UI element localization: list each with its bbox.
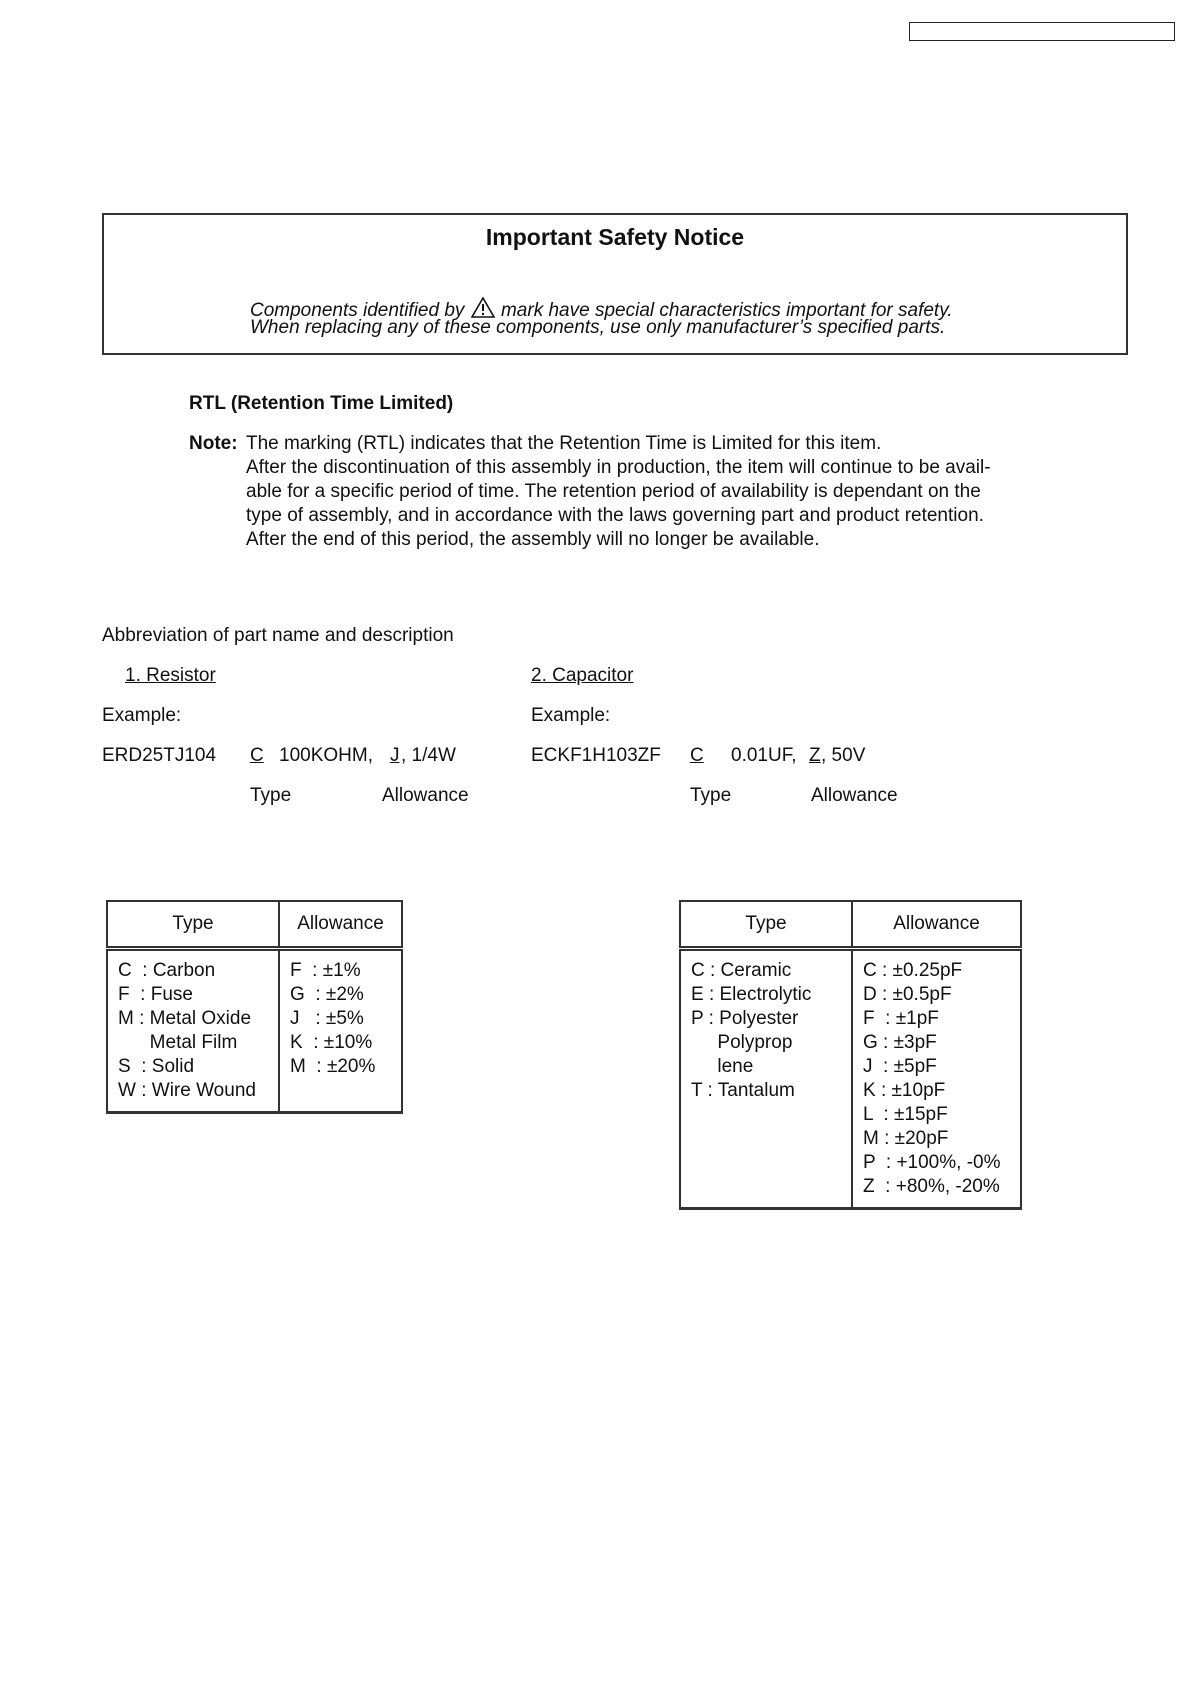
resistor-example-allow-code: J — [390, 745, 400, 766]
resistor-type-list — [107, 949, 279, 1113]
note-line-2: After the discontinuation of this assembly in production, the item will continue to be avail- — [246, 457, 991, 478]
list-item: M : ±20% — [290, 1056, 376, 1077]
resistor-example-rating: , 1/4W — [401, 745, 456, 766]
resistor-type-label: Type — [250, 785, 292, 806]
resistor-table-header-type: Type — [107, 901, 279, 949]
rtl-heading: RTL (Retention Time Limited) — [189, 393, 454, 414]
capacitor-type-label: Type — [690, 785, 732, 806]
list-item: F : Fuse — [118, 984, 193, 1005]
list-item: P : +100%, -0% — [863, 1152, 1001, 1173]
list-item: W : Wire Wound — [118, 1080, 256, 1101]
capacitor-example-type-code: C — [690, 745, 704, 766]
capacitor-code-table — [679, 900, 1022, 1210]
list-item: K : ±10pF — [863, 1080, 946, 1101]
capacitor-table-header-type: Type — [680, 901, 852, 949]
capacitor-example-label: Example: — [531, 705, 611, 726]
resistor-example-value: 100KOHM, — [279, 745, 373, 766]
list-item: T : Tantalum — [691, 1080, 795, 1101]
resistor-table-header-allowance: Allowance — [279, 901, 402, 949]
list-item: F : ±1% — [290, 960, 361, 981]
list-item: F : ±1pF — [863, 1008, 939, 1029]
list-item: Metal Film — [118, 1032, 238, 1053]
list-item: D : ±0.5pF — [863, 984, 952, 1005]
capacitor-example-part: ECKF1H103ZF — [531, 745, 661, 766]
list-item: Z : +80%, -20% — [863, 1176, 1000, 1197]
list-item: J : ±5pF — [863, 1056, 937, 1077]
list-item: S : Solid — [118, 1056, 195, 1077]
list-item: K : ±10% — [290, 1032, 373, 1053]
resistor-allowance-label: Allowance — [382, 785, 469, 806]
resistor-example-part: ERD25TJ104 — [102, 745, 217, 766]
capacitor-table-header-allowance: Allowance — [852, 901, 1021, 949]
list-item: P : Polyester — [691, 1008, 799, 1029]
note-line-1: The marking (RTL) indicates that the Retention Time is Limited for this item. — [246, 433, 882, 454]
note-line-4: type of assembly, and in accordance with the laws governing part and product retention. — [246, 505, 984, 526]
list-item: lene — [691, 1056, 754, 1077]
capacitor-section-title: 2. Capacitor — [531, 665, 634, 686]
list-item: G : ±3pF — [863, 1032, 937, 1053]
capacitor-example-value: 0.01UF, — [731, 745, 797, 766]
safety-notice-line-1-post: mark have special characteristics important for safety. — [500, 300, 953, 321]
list-item: C : ±0.25pF — [863, 960, 963, 981]
safety-notice-title: Important Safety Notice — [485, 224, 745, 250]
capacitor-type-list — [680, 949, 852, 1209]
list-item: E : Electrolytic — [691, 984, 812, 1005]
list-item: C : Carbon — [118, 960, 216, 981]
resistor-code-table — [106, 900, 403, 1114]
capacitor-allowance-list — [852, 949, 1021, 1209]
abbreviation-heading: Abbreviation of part name and description — [102, 625, 454, 646]
list-item: J : ±5% — [290, 1008, 364, 1029]
list-item: M : ±20pF — [863, 1128, 949, 1149]
capacitor-example-allow-code: Z — [809, 745, 821, 766]
list-item: G : ±2% — [290, 984, 364, 1005]
note-line-5: After the end of this period, the assembly will no longer be available. — [246, 529, 820, 550]
list-item: M : Metal Oxide — [118, 1008, 252, 1029]
safety-notice-line-2: When replacing any of these components, use only manufacturer’s specified parts. — [250, 317, 946, 338]
resistor-example-label: Example: — [102, 705, 182, 726]
capacitor-allowance-label: Allowance — [811, 785, 898, 806]
note-label: Note: — [189, 433, 238, 454]
note-line-3: able for a specific period of time. The retention period of availability is dependant on the — [246, 481, 981, 502]
resistor-allowance-list — [279, 949, 402, 1113]
resistor-example-type-code: C — [250, 745, 264, 766]
resistor-section-title: 1. Resistor — [125, 665, 216, 686]
list-item: C : Ceramic — [691, 960, 792, 981]
list-item: Polyprop — [691, 1032, 793, 1053]
safety-notice-line-1-pre: Components identified by — [250, 300, 465, 321]
list-item: L : ±15pF — [863, 1104, 948, 1125]
capacitor-example-rating: , 50V — [821, 745, 866, 766]
header-label-box — [909, 22, 1175, 41]
warning-triangle-icon — [471, 297, 495, 318]
